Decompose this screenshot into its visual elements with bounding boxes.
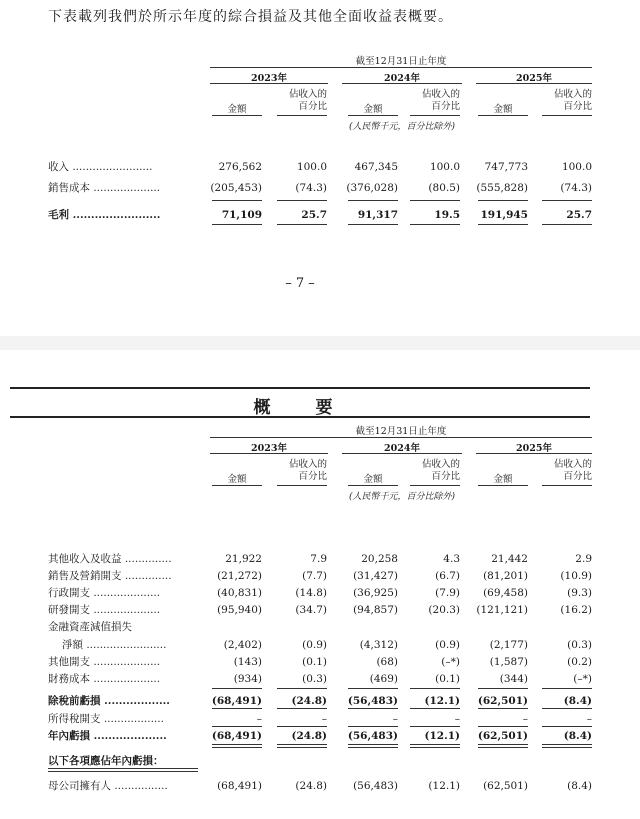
amount-header: 金額 <box>227 474 247 485</box>
row-label: 除稅前虧損 .................. <box>48 695 170 707</box>
subtotal-rule <box>277 688 327 689</box>
row-label: 財務成本 .................... <box>48 673 161 685</box>
cell-value: 21,922 <box>225 553 262 565</box>
cell-value: 100.0 <box>429 161 460 173</box>
row-label: 所得稅開支 .................. <box>48 713 164 725</box>
amount-header: 金額 <box>363 104 383 115</box>
cell-value: (20.3) <box>428 604 460 616</box>
table-row <box>48 160 600 174</box>
table-row <box>48 181 600 195</box>
row-label: 金融資產減值損失 <box>48 621 132 633</box>
unit-note: (人民幣千元，百分比除外) <box>348 122 456 132</box>
cell-value: (8.4) <box>567 780 592 792</box>
row-label: 以下各項應佔年內虧損： <box>48 755 164 767</box>
row-label: 其他開支 .................... <box>48 656 161 668</box>
cell-value: 747,773 <box>484 161 528 173</box>
page-top <box>0 0 640 336</box>
cell-value: (344) <box>499 673 528 685</box>
year-rule <box>210 453 328 454</box>
cell-value: (16.2) <box>560 604 592 616</box>
year-rule <box>476 453 592 454</box>
total-rule <box>542 224 592 225</box>
pct-header-line1: 佔收入的 <box>288 89 327 100</box>
cell-value: (2,177) <box>489 639 528 651</box>
cell-value: (68,491) <box>211 695 262 707</box>
table-row <box>48 638 600 652</box>
cell-value: 71,109 <box>221 209 262 221</box>
pct-header-line2: 百分比 <box>298 101 327 112</box>
year-label: 2024年 <box>384 443 420 454</box>
section-top-rule <box>10 387 590 389</box>
cell-value: (80.5) <box>428 182 460 194</box>
cell-value: – <box>522 713 528 725</box>
cell-value: (62,501) <box>477 730 528 742</box>
pct-header-line2: 百分比 <box>431 101 460 112</box>
cell-value: (81,201) <box>483 570 528 582</box>
cell-value: (–*) <box>573 673 592 685</box>
table-row <box>48 754 600 768</box>
cell-value: (6.7) <box>435 570 460 582</box>
row-label: 銷售成本 .................... <box>48 182 161 194</box>
pct-rule <box>542 485 592 486</box>
cell-value: 7.9 <box>310 553 327 565</box>
amount-header: 金額 <box>493 474 513 485</box>
pct-header-line1: 佔收入的 <box>421 89 460 100</box>
year-label: 2023年 <box>251 73 287 84</box>
cell-value: (12.1) <box>428 780 460 792</box>
cell-value: (8.4) <box>563 695 592 707</box>
cell-value: (121,121) <box>476 604 528 616</box>
period-label: 截至12月31日止年度 <box>355 56 447 67</box>
unit-note: (人民幣千元，百分比除外) <box>348 492 456 502</box>
table-row <box>48 569 600 583</box>
total-rule <box>410 224 460 225</box>
subtotal-rule <box>348 200 398 201</box>
cell-value: (94,857) <box>353 604 398 616</box>
total-rule <box>542 708 592 709</box>
total-rule <box>348 224 398 225</box>
amount-header: 金額 <box>227 104 247 115</box>
subtotal-rule <box>478 726 528 727</box>
subtotal-rule <box>348 726 398 727</box>
pct-rule <box>410 485 460 486</box>
cell-value: (0.1) <box>435 673 460 685</box>
pct-header-line2: 百分比 <box>298 471 327 482</box>
cell-value: 100.0 <box>296 161 327 173</box>
table-row <box>48 729 600 743</box>
cell-value: 467,345 <box>354 161 398 173</box>
subtotal-rule <box>348 688 398 689</box>
year-label: 2023年 <box>251 443 287 454</box>
cell-value: (12.1) <box>424 695 460 707</box>
cell-value: (68,491) <box>217 780 262 792</box>
cell-value: (7.9) <box>435 587 460 599</box>
subtotal-rule <box>212 200 262 201</box>
subtotal-rule <box>542 726 592 727</box>
table-row <box>48 672 600 686</box>
amount-rule <box>212 115 262 116</box>
period-rule <box>210 437 592 438</box>
cell-value: – <box>392 713 398 725</box>
cell-value: (56,483) <box>347 695 398 707</box>
pct-header <box>400 89 460 113</box>
amount-rule <box>212 485 262 486</box>
pct-rule <box>277 485 327 486</box>
pct-header <box>400 459 460 483</box>
total-rule <box>478 224 528 225</box>
cell-value: 191,945 <box>480 209 528 221</box>
cell-value: (143) <box>233 656 262 668</box>
cell-value: (8.4) <box>563 730 592 742</box>
pct-header-line2: 百分比 <box>563 471 592 482</box>
pct-header-line1: 佔收入的 <box>553 459 592 470</box>
pct-header-line1: 佔收入的 <box>288 459 327 470</box>
cell-value: (36,925) <box>353 587 398 599</box>
cell-value: (0.3) <box>567 639 592 651</box>
cell-value: – <box>454 713 460 725</box>
cell-value: (31,427) <box>353 570 398 582</box>
total-rule <box>410 708 460 709</box>
cell-value: (24.8) <box>291 730 327 742</box>
table-row <box>48 712 600 726</box>
cell-value: 20,258 <box>361 553 398 565</box>
cell-value: 21,442 <box>491 553 528 565</box>
period-rule <box>210 67 592 68</box>
page-bottom <box>0 350 640 819</box>
cell-value: (14.8) <box>295 587 327 599</box>
row-label: 母公司擁有人 ................ <box>48 780 168 792</box>
cell-value: (0.9) <box>435 639 460 651</box>
year-label: 2025年 <box>516 443 552 454</box>
table-row <box>48 620 600 634</box>
cell-value: (10.9) <box>560 570 592 582</box>
pct-header-line1: 佔收入的 <box>421 459 460 470</box>
cell-value: (40,831) <box>217 587 262 599</box>
cell-value: (934) <box>233 673 262 685</box>
cell-value: (34.7) <box>295 604 327 616</box>
year-label: 2024年 <box>384 73 420 84</box>
intro-text: 下表載列我們於所示年度的綜合損益及其他全面收益表概要。 <box>48 9 453 25</box>
cell-value: 25.7 <box>566 209 592 221</box>
cell-value: 91,317 <box>357 209 398 221</box>
subtotal-rule <box>542 200 592 201</box>
double-rule <box>348 744 398 748</box>
cell-value: (0.9) <box>302 639 327 651</box>
cell-value: (69,458) <box>483 587 528 599</box>
total-rule <box>277 708 327 709</box>
amount-rule <box>478 115 528 116</box>
total-rule <box>277 224 327 225</box>
double-rule <box>212 744 262 748</box>
total-rule <box>212 708 262 709</box>
row-label: 行政開支 .................... <box>48 587 161 599</box>
total-rule <box>478 708 528 709</box>
row-label: 其他收入及收益 .............. <box>48 553 172 565</box>
double-rule <box>410 744 460 748</box>
row-label: 收入 ........................ <box>48 161 153 173</box>
total-rule <box>212 224 262 225</box>
subtotal-rule <box>212 726 262 727</box>
table-row <box>48 655 600 669</box>
subtotal-rule <box>410 688 460 689</box>
subtotal-rule <box>542 688 592 689</box>
cell-value: 25.7 <box>301 209 327 221</box>
cell-value: (0.2) <box>567 656 592 668</box>
section-title: 概 要 <box>253 398 347 418</box>
pct-header <box>532 89 592 113</box>
cell-value: (1,587) <box>489 656 528 668</box>
cell-value: (7.7) <box>302 570 327 582</box>
amount-rule <box>478 485 528 486</box>
table-row <box>48 552 600 566</box>
cell-value: 2.9 <box>575 553 592 565</box>
subtotal-rule <box>277 200 327 201</box>
year-rule <box>210 83 328 84</box>
subtotal-rule <box>212 688 262 689</box>
cell-value: (74.3) <box>560 182 592 194</box>
double-rule <box>478 744 528 748</box>
amount-header: 金額 <box>363 474 383 485</box>
cell-value: (4,312) <box>359 639 398 651</box>
double-rule <box>277 744 327 748</box>
cell-value: – <box>586 713 592 725</box>
cell-value: (469) <box>369 673 398 685</box>
cell-value: (62,501) <box>477 695 528 707</box>
cell-value: (12.1) <box>424 730 460 742</box>
pct-header-line1: 佔收入的 <box>553 89 592 100</box>
table-row <box>48 208 600 222</box>
cell-value: (56,483) <box>353 780 398 792</box>
cell-value: (56,483) <box>347 730 398 742</box>
pct-rule <box>410 115 460 116</box>
row-label: 淨額 ........................ <box>62 639 167 651</box>
cell-value: (376,028) <box>346 182 398 194</box>
cell-value: (205,453) <box>210 182 262 194</box>
cell-value: (24.8) <box>291 695 327 707</box>
cell-value: – <box>256 713 262 725</box>
page-number: – 7 – <box>285 276 315 291</box>
pct-header-line2: 百分比 <box>431 471 460 482</box>
cell-value: 19.5 <box>434 209 460 221</box>
double-rule <box>542 744 592 748</box>
row-label: 年內虧損 .................... <box>48 730 167 742</box>
cell-value: (0.3) <box>302 673 327 685</box>
amount-header: 金額 <box>493 104 513 115</box>
year-rule <box>342 453 462 454</box>
pct-rule <box>277 115 327 116</box>
amount-rule <box>348 115 398 116</box>
table-row <box>48 694 600 708</box>
year-label: 2025年 <box>516 73 552 84</box>
subtotal-rule <box>410 200 460 201</box>
cell-value: (74.3) <box>295 182 327 194</box>
subtotal-rule <box>478 688 528 689</box>
cell-value: (68,491) <box>211 730 262 742</box>
table-row <box>48 779 600 793</box>
cell-value: (555,828) <box>476 182 528 194</box>
subtotal-rule <box>410 726 460 727</box>
year-rule <box>342 83 462 84</box>
table-row <box>48 586 600 600</box>
cell-value: (21,272) <box>217 570 262 582</box>
cell-value: 100.0 <box>561 161 592 173</box>
cell-value: – <box>321 713 327 725</box>
amount-rule <box>348 485 398 486</box>
cell-value: (24.8) <box>295 780 327 792</box>
row-label: 銷售及營銷開支 .............. <box>48 570 172 582</box>
table-row <box>48 603 600 617</box>
row-label: 毛利 ........................ <box>48 209 161 221</box>
cell-value: (62,501) <box>483 780 528 792</box>
cell-value: (9.3) <box>567 587 592 599</box>
pct-header <box>267 89 327 113</box>
period-label: 截至12月31日止年度 <box>355 426 447 437</box>
pct-header-line2: 百分比 <box>563 101 592 112</box>
year-rule <box>476 83 592 84</box>
cell-value: (–*) <box>441 656 460 668</box>
cell-value: 4.3 <box>443 553 460 565</box>
row-label: 研發開支 .................... <box>48 604 161 616</box>
page-gap <box>0 336 640 350</box>
total-rule <box>348 708 398 709</box>
pct-header <box>532 459 592 483</box>
pct-header <box>267 459 327 483</box>
cell-value: (0.1) <box>302 656 327 668</box>
cell-value: (95,940) <box>217 604 262 616</box>
pct-rule <box>542 115 592 116</box>
cell-value: (68) <box>376 656 398 668</box>
subtotal-rule <box>478 200 528 201</box>
subtotal-rule <box>277 726 327 727</box>
cell-value: (2,402) <box>223 639 262 651</box>
section-bottom-rule <box>10 416 590 418</box>
label-double-rule <box>48 768 198 772</box>
cell-value: 276,562 <box>218 161 262 173</box>
